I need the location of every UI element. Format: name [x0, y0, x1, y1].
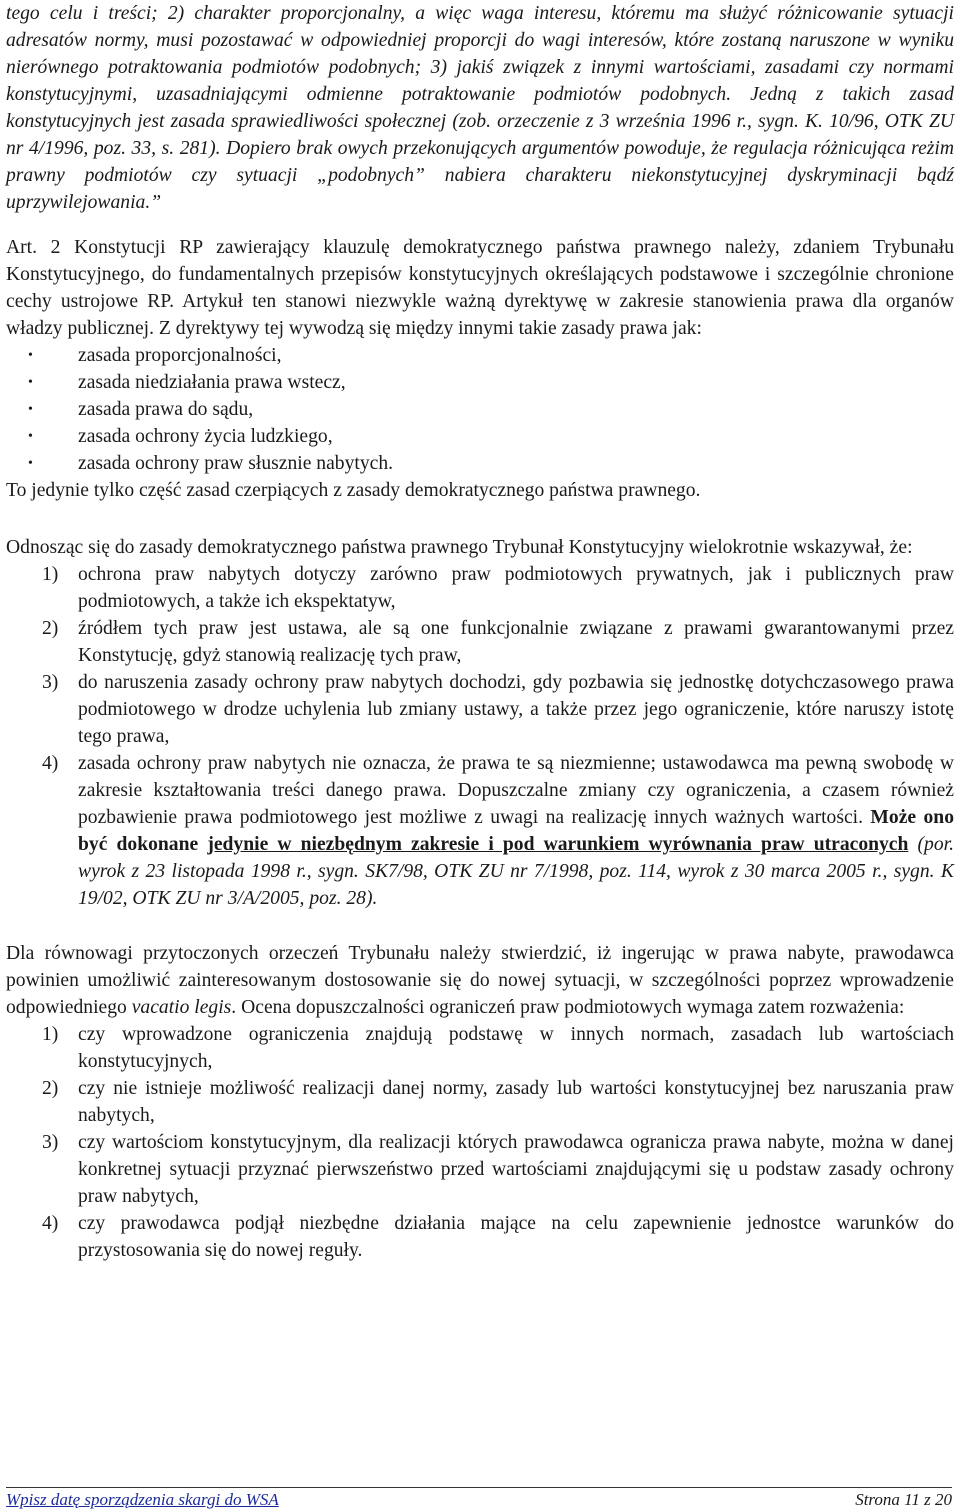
quote-text-part-2: Jedną z takich zasad konstytucyjnych jest zasada sprawiedliwości społecznej (zob. orzeczenie z 3 września 1996 r., sygn. K. 10/96, OTK ZU nr 4/1996, poz. 33, s. 281).: [6, 84, 954, 159]
paragraph-summary: To jedynie tylko część zasad czerpiących z zasady demokratycznego państwa prawnego.: [6, 480, 701, 501]
bold-text: Może ono być dokonane: [78, 807, 954, 855]
assessment-numbered-list: [6, 1021, 954, 1264]
list-item: 1) ochrona praw nabytych dotyczy zarówno praw podmiotowych prywatnych, jak i publicznych praw podmiotowych, a także ich ekspektatyw,: [42, 564, 954, 612]
bullet-icon: •: [28, 429, 33, 444]
paragraph-balance: Dla równowagi przytoczonych orzeczeń Trybunału należy stwierdzić, iż ingerując w prawa nabyte, prawodawca powinien umożliwić zainteresowanym dostosowanie się do nowej sytuacji, w szczególności poprzez wprowadzenie odpowiedniego vacatio legis. Ocena dopuszczalności ograniczeń praw podmiotowych wymaga zatem rozważenia:: [6, 943, 954, 1018]
tribunal-numbered-list: [6, 561, 954, 912]
vacatio-legis-term: vacatio legis: [131, 997, 232, 1018]
principles-bullet-list: [6, 342, 954, 477]
quote-text-part-3: Dopiero brak owych przekonujących argumentów powoduje, że regulacja różnicująca reżim prawny podmiotów czy sytuacji „podobnych” nabiera charakteru niekonstytucyjnej dyskryminacji bądź uprzywilejowania.”: [6, 138, 954, 213]
list-item: 4) czy prawodawca podjął niezbędne działania mające na celu zapewnienie jednostce warunków do przystosowania się do nowej reguły.: [42, 1213, 954, 1261]
bullet-icon: •: [28, 402, 33, 417]
paragraph-art2: Art. 2 Konstytucji RP zawierający klauzulę demokratycznego państwa prawnego należy, zdaniem Trybunału Konstytucyjnego, do fundamentalnych przepisów konstytucyjnych określających podstawowe i szczególnie chronione cechy ustrojowe RP. Artykuł ten stanowi niezwykle ważną dyrektywę w zakresie stanowienia prawa dla organów władzy publicznej. Z dyrektywy tej wywodzą się między innymi takie zasady prawa jak:: [6, 237, 954, 339]
paragraph-tribunal-intro: Odnosząc się do zasady demokratycznego państwa prawnego Trybunał Konstytucyjny wielokrotnie wskazywał, że:: [6, 537, 913, 558]
bullet-icon: •: [28, 348, 33, 363]
list-item: • zasada niedziałania prawa wstecz,: [6, 369, 954, 396]
page-footer: [6, 1487, 952, 1510]
quote-text-part-1: tego celu i treści; 2) charakter proporcjonalny, a więc waga interesu, któremu ma służyć różnicowanie sytuacji adresatów normy, musi pozostawać w odpowiedniej proporcji do wagi interesów, które zostaną naruszone w wyniku nierównego potraktowania podmiotów podobnych; 3) jakiś związek z innymi wartościami, zasadami czy normami konstytucyjnymi, uzasadniającymi odmienne potraktowanie podmiotów podobnych.: [6, 3, 954, 105]
list-item: 3) czy wartościom konstytucyjnym, dla realizacji których prawodawca ogranicza prawa nabyte, można w danej konkretnej sytuacji przyznać pierwszeństwo przed wartościami znajdującymi się u podstaw zasady ochrony praw nabytych,: [42, 1132, 954, 1207]
list-item: 4) zasada ochrony praw nabytych nie oznacza, że prawa te są niezmienne; ustawodawca ma pewną swobodę w zakresie kształtowania treści danego prawa. Dopuszczalne zmiany czy ograniczenia, a czasem również pozbawienie prawa podmiotowego jest możliwe z uwagi na realizację innych ważnych wartości. Może ono być dokonane jedynie w niezbędnym zakresie i pod warunkiem wyrównania praw utraconych (por. wyrok z 23 listopada 1998 r., sygn. SK7/98, OTK ZU nr 7/1998, poz. 114, wyrok z 30 marca 2005 r., sygn. K 19/02, OTK ZU nr 3/A/2005, poz. 28).: [42, 753, 954, 909]
list-item: 1) czy wprowadzone ograniczenia znajdują podstawę w innych normach, zasadach lub wartościach konstytucyjnych,: [42, 1024, 954, 1072]
list-item: • zasada ochrony życia ludzkiego,: [6, 423, 954, 450]
list-item: • zasada proporcjonalności,: [6, 342, 954, 369]
footer-date-placeholder[interactable]: Wpisz datę sporządzenia skargi do WSA: [6, 1490, 279, 1509]
bullet-icon: •: [28, 375, 33, 390]
list-item: 3) do naruszenia zasady ochrony praw nabytych dochodzi, gdy pozbawia się jednostkę dotychczasowego prawa podmiotowego w drodze uchylenia lub zmiany ustawy, a także przez jego ograniczenie, które naruszy istotę tego prawa,: [42, 672, 954, 747]
paragraph-quote: [6, 0, 954, 216]
list-item: 2) źródłem tych praw jest ustawa, ale są one funkcjonalnie związane z prawami gwarantowanymi przez Konstytucję, gdyż stanowią realizację tych praw,: [42, 618, 954, 666]
list-item: • zasada ochrony praw słusznie nabytych.: [6, 450, 954, 477]
bullet-icon: •: [28, 456, 33, 471]
list-item: 2) czy nie istnieje możliwość realizacji danej normy, zasady lub wartości konstytucyjnej bez naruszania praw nabytych,: [42, 1078, 954, 1126]
list-item: • zasada prawa do sądu,: [6, 396, 954, 423]
page-number: Strona 11 z 20: [855, 1490, 952, 1509]
citation-text: (por. wyrok z 23 listopada 1998 r., sygn. SK7/98, OTK ZU nr 7/1998, poz. 114, wyrok z 30 marca 2005 r., sygn. K 19/02, OTK ZU nr 3/A/2005, poz. 28).: [78, 834, 954, 909]
document-page: [6, 0, 954, 1264]
bold-underlined-text: jedynie w niezbędnym zakresie i pod warunkiem wyrównania praw utraconych: [207, 834, 909, 855]
